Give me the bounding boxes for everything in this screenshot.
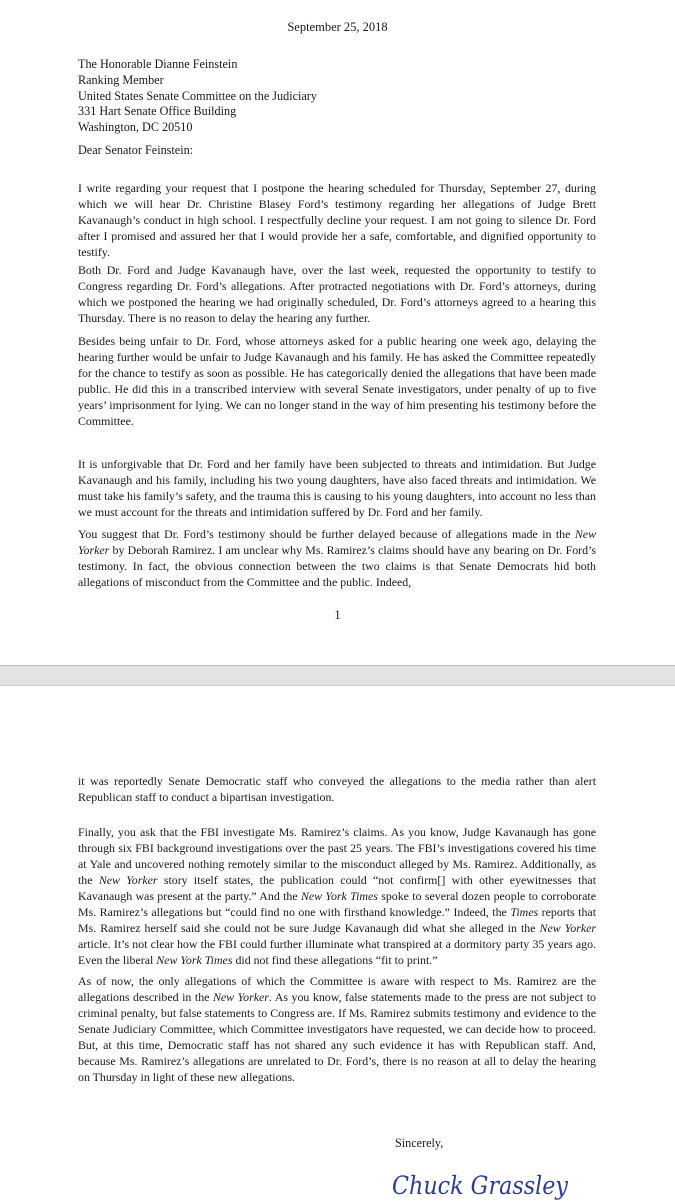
recipient-title: Ranking Member	[78, 72, 164, 87]
body-paragraph: You suggest that Dr. Ford’s testimony should be further delayed because of allegations made in the New Yorker by Deborah Ramirez. I am unclear why Ms. Ramirez’s claims should have any bearing on Dr. Ford’s testimony. In fact, the obvious connection between the two claims is that Senate Democrats hid both allegations of misconduct from the Committee and the public. Indeed,	[78, 527, 596, 589]
page-number: 1	[334, 608, 341, 622]
body-paragraph: As of now, the only allegations of which the Committee is aware with respect to Ms. Ramirez are the allegations described in the New Yorker. As you know, false statements made to the press are not subject to criminal penalty, but false statements to Congress are. If Ms. Ramirez submits testimony and evidence to the Senate Judiciary Committee, which Committee investigators have requested, we can decide how to proceed. But, at this time, Democratic staff has not shared any such evidence it has with Republican staff. And, because Ms. Ramirez’s allegations are unrelated to Dr. Ford’s, there is no reason at all to delay the hearing on Thursday in light of these new allegations.	[78, 974, 597, 1084]
recipient-name: The Honorable Dianne Feinstein	[78, 57, 238, 71]
letter-page-2	[0, 685, 675, 1201]
signature-text: Chuck Grassley	[392, 1171, 569, 1200]
recipient-city: Washington, DC 20510	[78, 120, 193, 135]
page-divider	[0, 665, 675, 685]
body-paragraph: It is unforgivable that Dr. Ford and her family have been subjected to threats and intimidation. But Judge Kavanaugh and his family, including his two young daughters, have also faced threats and intimidation. We must take his family’s safety, and the trauma this is causing to his young daughters, into account no less than we must account for the threats and intimidation suffered by Dr. Ford and her family.	[78, 457, 596, 519]
letter-date: September 25, 2018	[287, 20, 388, 34]
salutation: Dear Senator Feinstein:	[78, 143, 194, 157]
closing: Sincerely,	[395, 1136, 444, 1150]
body-paragraph: I write regarding your request that I postpone the hearing scheduled for Thursday, September 27, during which we will hear Dr. Christine Blasey Ford’s testimony regarding her allegations of Judge Brett Kavanaugh’s conduct in high school. I respectfully decline your request. I am not going to silence Dr. Ford after I promised and assured her that I would provide her a safe, comfortable, and dignified opportunity to testify.	[78, 181, 596, 259]
recipient-committee: United States Senate Committee on the Judiciary	[78, 88, 317, 103]
recipient-address	[78, 57, 317, 136]
body-paragraph: Finally, you ask that the FBI investigate Ms. Ramirez’s claims. As you know, Judge Kavanaugh has gone through six FBI background investigations over the past 25 years. The FBI’s investigations covered his time at Yale and uncovered nothing remotely similar to the misconduct alleged by Ms. Ramirez. Additionally, as the New Yorker story itself states, the publication could “not confirm[] with other eyewitnesses that Kavanaugh was present at the party.” And the New York Times spoke to several dozen people to corroborate Ms. Ramirez’s allegations but “could find no one with firsthand knowledge.” Indeed, the Times reports that Ms. Ramirez herself said she could not be sure Judge Kavanaugh did what she alleged in the New Yorker article. It’s not clear how the FBI could further illuminate what transpired at a dormitory party 35 years ago. Even the liberal New York Times did not find these allegations “fit to print.”	[78, 825, 597, 967]
body-paragraph: Besides being unfair to Dr. Ford, whose attorneys asked for a public hearing one week ago, delaying the hearing further would be unfair to Judge Kavanaugh and his family. He has asked the Committee repeatedly for the chance to testify as soon as possible. He has categorically denied the allegations that have been made public. He did this in a transcribed interview with several Senate investigators, under penalty of up to five years’ imprisonment for lying. We can no longer stand in the way of him presenting his testimony before the Committee.	[78, 334, 596, 428]
recipient-building: 331 Hart Senate Office Building	[78, 104, 237, 119]
body-paragraph: it was reportedly Senate Democratic staff who conveyed the allegations to the media rather than alert Republican staff to conduct a bipartisan investigation.	[78, 774, 596, 804]
signature	[388, 1164, 574, 1204]
body-paragraph: Both Dr. Ford and Judge Kavanaugh have, over the last week, requested the opportunity to testify to Congress regarding Dr. Ford’s allegations. After protracted negotiations with Dr. Ford’s attorneys, during which we postponed the hearing we had originally scheduled, Dr. Ford’s attorneys agreed to a hearing this Thursday. There is no reason to delay the hearing any further.	[78, 263, 596, 325]
